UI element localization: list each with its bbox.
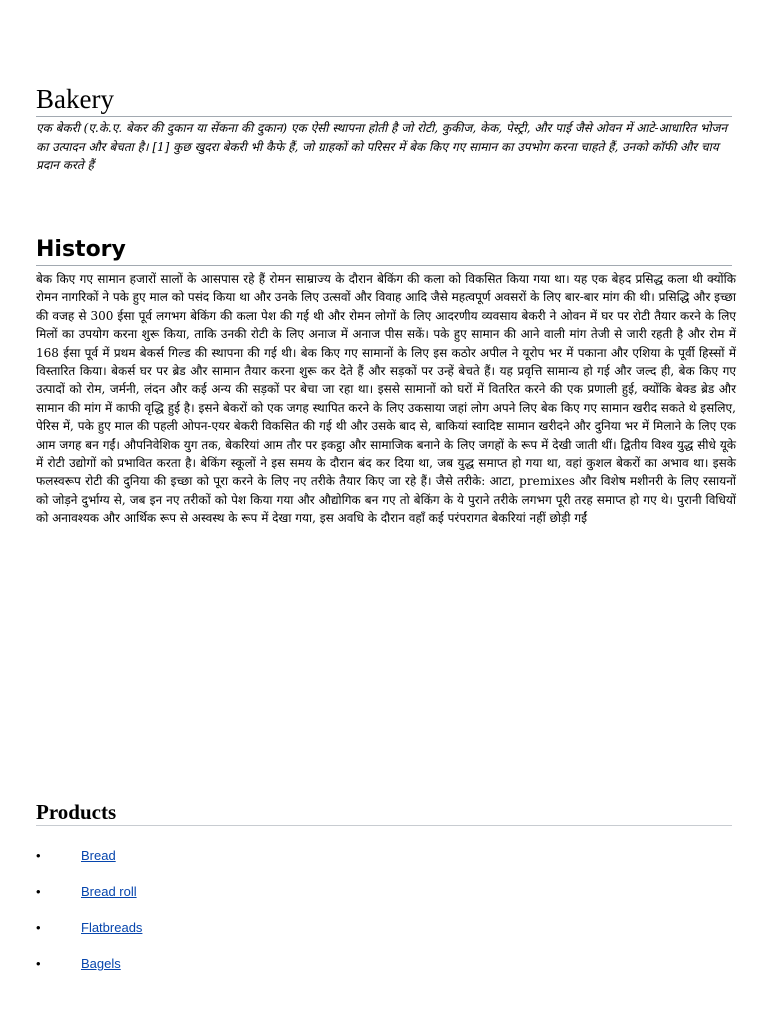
bullet-icon: • — [36, 920, 41, 935]
history-paragraph: बेक किए गए सामान हजारों सालों के आसपास रहे हैं रोमन साम्राज्य के दौरान बेकिंग की कला को विकसित किया गया था। यह एक बेहद प्रसिद्ध कला थी क्योंकि रोमन नागरिकों ने पके हुए माल को पसंद किया था और उनके लिए उत्सवों और विवाह आदि जैसे महत्वपूर्ण अवसरों के लिए बार-बार मांग की थी। प्रसिद्धि और इच्छा की वजह से 300 ईसा पूर्व लगभग बेकिंग की कला पेश की गई थी और रोमन लोगों के लिए आदरणीय व्यवसाय बेकरी ने ओवन में घर पर रोटी तैयार करने के लिए मिलों का उपयोग करना शुरू किया, ताकि उनकी रोटी के लिए अनाज में अनाज पीस सकें। पके हुए सामान की आने वाली मांग तेजी से जारी रहती है और रोम में 168 ईसा पूर्व में प्रथम बेकर्स गिल्ड की स्थापना की गई थी। बेक किए गए सामानों के लिए इस कठोर अपील ने यूरोप भर में पकाना और एशिया के पूर्वी हिस्सों में विस्तारित किया। बेकर्स घर पर ब्रेड और सामान तैयार करना शुरू कर देते हैं और सड़कों पर उन्हें बेचते हैं। यह प्रवृत्ति सामान्य हो गई और जल्द ही, बेक किए गए उत्पादों को रोम, जर्मनी, लंदन और कई अन्य की सड़कों पर बेचा जा रहा था। इससे सामानों को घरों में वितरित करने की एक प्रणाली हुई, क्योंकि बेक्ड ब्रेड और सामान की मांग में काफी वृद्धि हुई है। इसने बेकरों को एक जगह स्थापित करने के लिए उकसाया जहां लोग अपने लिए बेक किए गए सामान खरीद सकते थे इसलिए, पेरिस में, पके हुए माल की पहली ओपन-एयर बेकरी विकसित की गई थी और उसके बाद से, बाकियां स्वादिष्ट सामान खरीदने और दुनिया भर में मिलाने के लिए एक आम जगह बन गईं। औपनिवेशिक युग तक, बेकरियां आम तौर पर इकट्ठा और सामाजिक बनाने के लिए जगहों के रूप में देखी जाती थीं। द्वितीय विश्व युद्ध सीधे यूके में रोटी उद्योगों को प्रभावित करता है। बेकिंग स्कूलों ने इस समय के दौरान बंद कर दिया था, जब युद्ध समाप्त हो गया था, वहां कुशल बेकरों का अभाव था। इसके फलस्वरूप रोटी की दुनिया की इच्छा को पूरा करने के लिए नए तरीके तैयार किए जा रहे हैं। जैसे तरीके: आटा, premixes और विशेष मशीनरी के लिए रसायनों को जोड़ने दुर्भाग्य से, जब इन नए तरीकों को पेश किया गया और औद्योगिक बन गए तो बेकिंग के ये पुराने तरीके लगभग पूरी तरह समाप्त हो गए थे। पुरानी विधियों को अनावश्यक और आर्थिक रूप से अस्वस्थ के रूप में देखा गया, इस अवधि के दौरान वहाँ कई परंपरागत बेकरियां नहीं छोड़ी गईं — [36, 272, 736, 526]
product-link-bread-roll[interactable]: Bread roll — [81, 884, 137, 899]
list-item — [36, 918, 636, 954]
bullet-icon: • — [36, 884, 41, 899]
product-link-bread[interactable]: Bread — [81, 848, 116, 863]
intro-paragraph: एक बेकरी (ए.के.ए. बेकर की दुकान या सेंकना की दुकान) एक ऐसी स्थापना होती है जो रोटी, कुकीज, केक, पेस्ट्री, और पाई जैसे ओवन में आटे-आधारित भोजन का उत्पादन और बेचता है। [1] कुछ खुदरा बेकरी भी कैफे हैं, जो ग्राहकों को परिसर में बेक किए गए सामान का उपभोग करना चाहते हैं, उनको कॉफी और चाय प्रदान करते हैं — [36, 121, 728, 172]
bullet-icon: • — [36, 848, 41, 863]
list-item — [36, 846, 636, 882]
products-list — [36, 846, 636, 990]
product-link-bagels[interactable]: Bagels — [81, 956, 121, 971]
list-item — [36, 954, 636, 990]
product-link-flatbreads[interactable]: Flatbreads — [81, 920, 143, 935]
page-title: Bakery — [36, 84, 732, 117]
bullet-icon: • — [36, 956, 41, 971]
list-item — [36, 882, 636, 918]
history-heading: History — [36, 236, 732, 266]
products-heading: Products — [36, 800, 732, 826]
